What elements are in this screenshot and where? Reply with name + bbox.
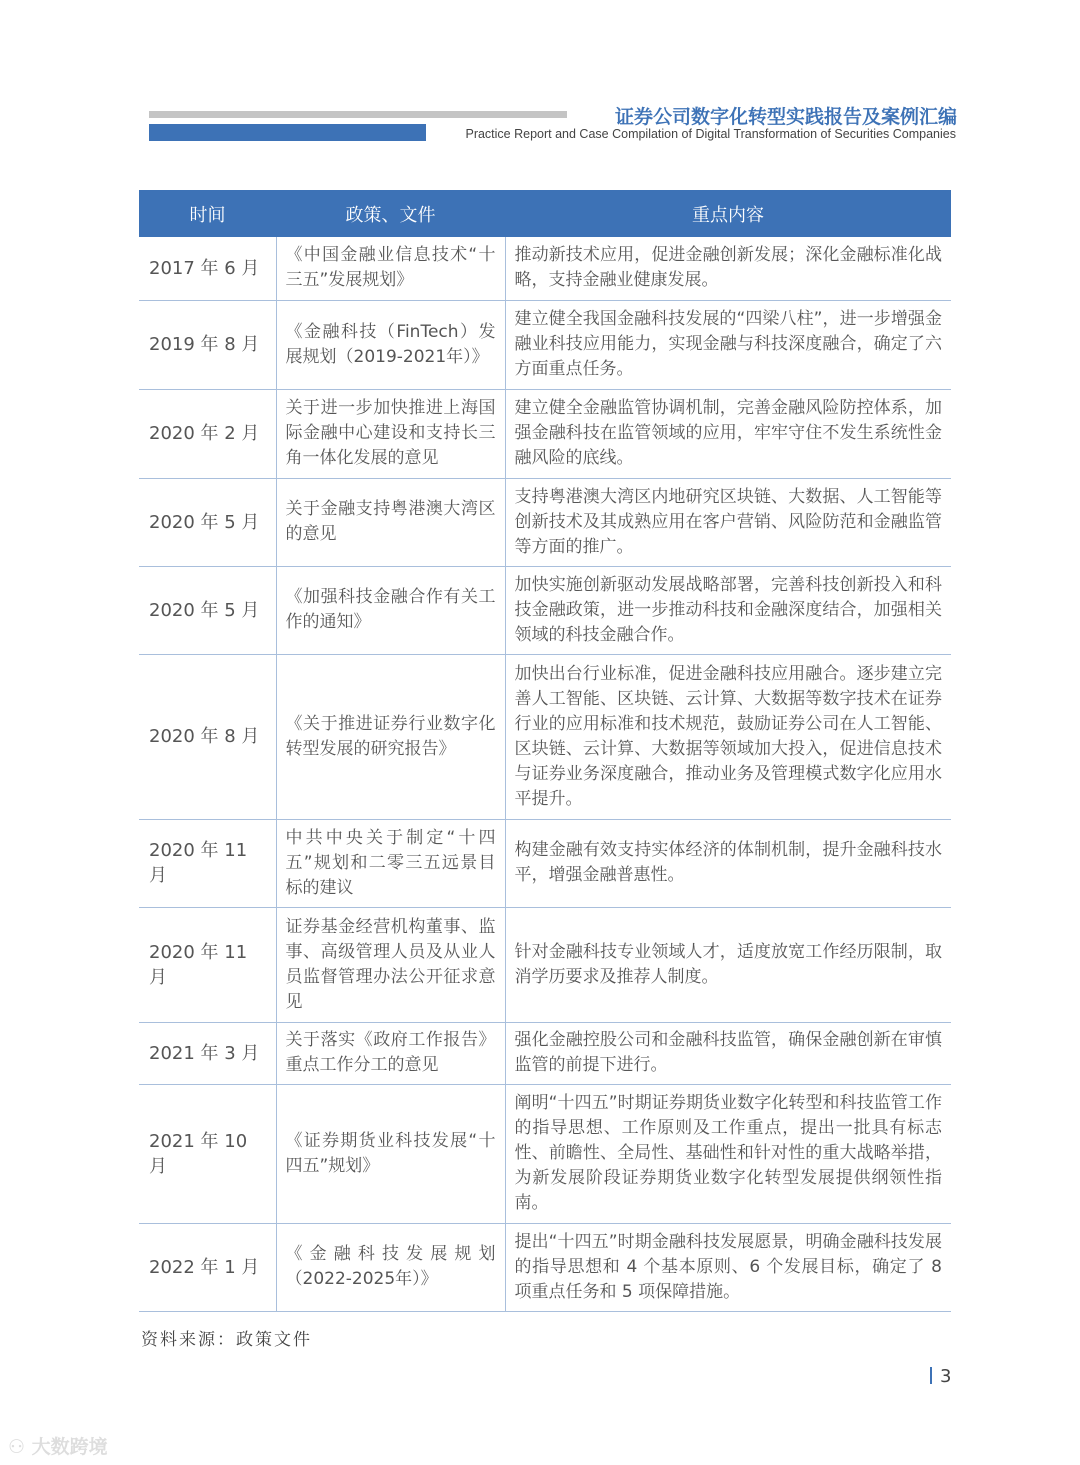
row-policy: 中共中央关于制定“十四五”规划和二零三五远景目标的建议 <box>276 819 505 907</box>
row-date: 2020 年 11 月 <box>139 907 276 1022</box>
row-content: 构建金融有效支持实体经济的体制机制，提升金融科技水平，增强金融普惠性。 <box>505 819 951 907</box>
header-policy: 政策、文件 <box>276 190 505 237</box>
row-policy: 《金融科技发展规划（2022-2025年）》 <box>276 1223 505 1311</box>
source-note: 资料来源：政策文件 <box>141 1330 312 1350</box>
row-policy: 《关于推进证券行业数字化转型发展的研究报告》 <box>276 654 505 819</box>
row-content: 针对金融科技专业领域人才，适度放宽工作经历限制，取消学历要求及推荐人制度。 <box>505 907 951 1022</box>
table-row <box>139 1022 951 1084</box>
report-title: 证券公司数字化转型实践报告及案例汇编 <box>614 106 957 128</box>
row-date: 2021 年 10 月 <box>139 1084 276 1223</box>
header-gray-bar <box>149 111 567 118</box>
row-content: 建立健全我国金融科技发展的“四梁八柱”，进一步增强金融业科技应用能力，实现金融与科技深度融合，确定了六方面重点任务。 <box>505 300 951 389</box>
row-content: 加快实施创新驱动发展战略部署，完善科技创新投入和科技金融政策，进一步推动科技和金融深度结合，加强相关领域的科技金融合作。 <box>505 566 951 654</box>
row-policy: 《中国金融业信息技术“十三五”发展规划》 <box>276 237 505 300</box>
policy-table <box>139 190 951 1312</box>
row-content: 建立健全金融监管协调机制，完善金融风险防控体系，加强金融科技在监管领域的应用，牢牢守住不发生系统性金融风险的底线。 <box>505 389 951 478</box>
report-subtitle: Practice Report and Case Compilation of Digital Transformation of Securities Companies <box>465 127 956 141</box>
table-row <box>139 654 951 819</box>
row-date: 2020 年 8 月 <box>139 654 276 819</box>
row-policy: 《加强科技金融合作有关工作的通知》 <box>276 566 505 654</box>
row-policy: 《证券期货业科技发展“十四五”规划》 <box>276 1084 505 1223</box>
row-date: 2020 年 2 月 <box>139 389 276 478</box>
header-blue-bar <box>149 124 426 141</box>
row-date: 2021 年 3 月 <box>139 1022 276 1084</box>
table-row <box>139 478 951 566</box>
row-content: 阐明“十四五”时期证券期货业数字化转型和科技监管工作的指导思想、工作原则及工作重点，提出一批具有标志性、前瞻性、全局性、基础性和针对性的重大战略举措，为新发展阶段证券期货业数字化转型发展提供纲领性指南。 <box>505 1084 951 1223</box>
table-header-row <box>139 190 951 237</box>
header-content: 重点内容 <box>505 190 951 237</box>
row-content: 加快出台行业标准，促进金融科技应用融合。逐步建立完善人工智能、区块链、云计算、大数据等数字技术在证券行业的应用标准和技术规范，鼓励证券公司在人工智能、区块链、云计算、大数据等领域加大投入，促进信息技术与证券业务深度融合，推动业务及管理模式数字化应用水平提升。 <box>505 654 951 819</box>
row-policy: 证券基金经营机构董事、监事、高级管理人员及从业人员监督管理办法公开征求意见 <box>276 907 505 1022</box>
row-content: 提出“十四五”时期金融科技发展愿景，明确金融科技发展的指导思想和 4 个基本原则、6 个发展目标，确定了 8 项重点任务和 5 项保障措施。 <box>505 1223 951 1311</box>
table-row <box>139 1223 951 1311</box>
watermark-text: 大数跨境 <box>31 1436 108 1458</box>
table-row <box>139 389 951 478</box>
row-date: 2017 年 6 月 <box>139 237 276 300</box>
row-policy: 关于进一步加快推进上海国际金融中心建设和支持长三角一体化发展的意见 <box>276 389 505 478</box>
row-date: 2020 年 5 月 <box>139 478 276 566</box>
table-row <box>139 819 951 907</box>
row-content: 支持粤港澳大湾区内地研究区块链、大数据、人工智能等创新技术及其成熟应用在客户营销、风险防范和金融监管等方面的推广。 <box>505 478 951 566</box>
page-number-text: 3 <box>940 1366 952 1387</box>
table-row <box>139 566 951 654</box>
watermark: ⚇ 大数跨境 <box>8 1436 108 1458</box>
table-row <box>139 237 951 300</box>
row-policy: 关于落实《政府工作报告》重点工作分工的意见 <box>276 1022 505 1084</box>
row-content: 强化金融控股公司和金融科技监管，确保金融创新在审慎监管的前提下进行。 <box>505 1022 951 1084</box>
row-date: 2019 年 8 月 <box>139 300 276 389</box>
row-policy: 《金融科技（FinTech）发展规划（2019-2021年）》 <box>276 300 505 389</box>
table-row <box>139 907 951 1022</box>
row-date: 2022 年 1 月 <box>139 1223 276 1311</box>
row-date: 2020 年 11 月 <box>139 819 276 907</box>
row-date: 2020 年 5 月 <box>139 566 276 654</box>
row-content: 推动新技术应用，促进金融创新发展；深化金融标准化战略，支持金融业健康发展。 <box>505 237 951 300</box>
row-policy: 关于金融支持粤港澳大湾区的意见 <box>276 478 505 566</box>
table-row <box>139 1084 951 1223</box>
table-row <box>139 300 951 389</box>
page-number <box>930 1366 951 1387</box>
header-time: 时间 <box>139 190 276 237</box>
